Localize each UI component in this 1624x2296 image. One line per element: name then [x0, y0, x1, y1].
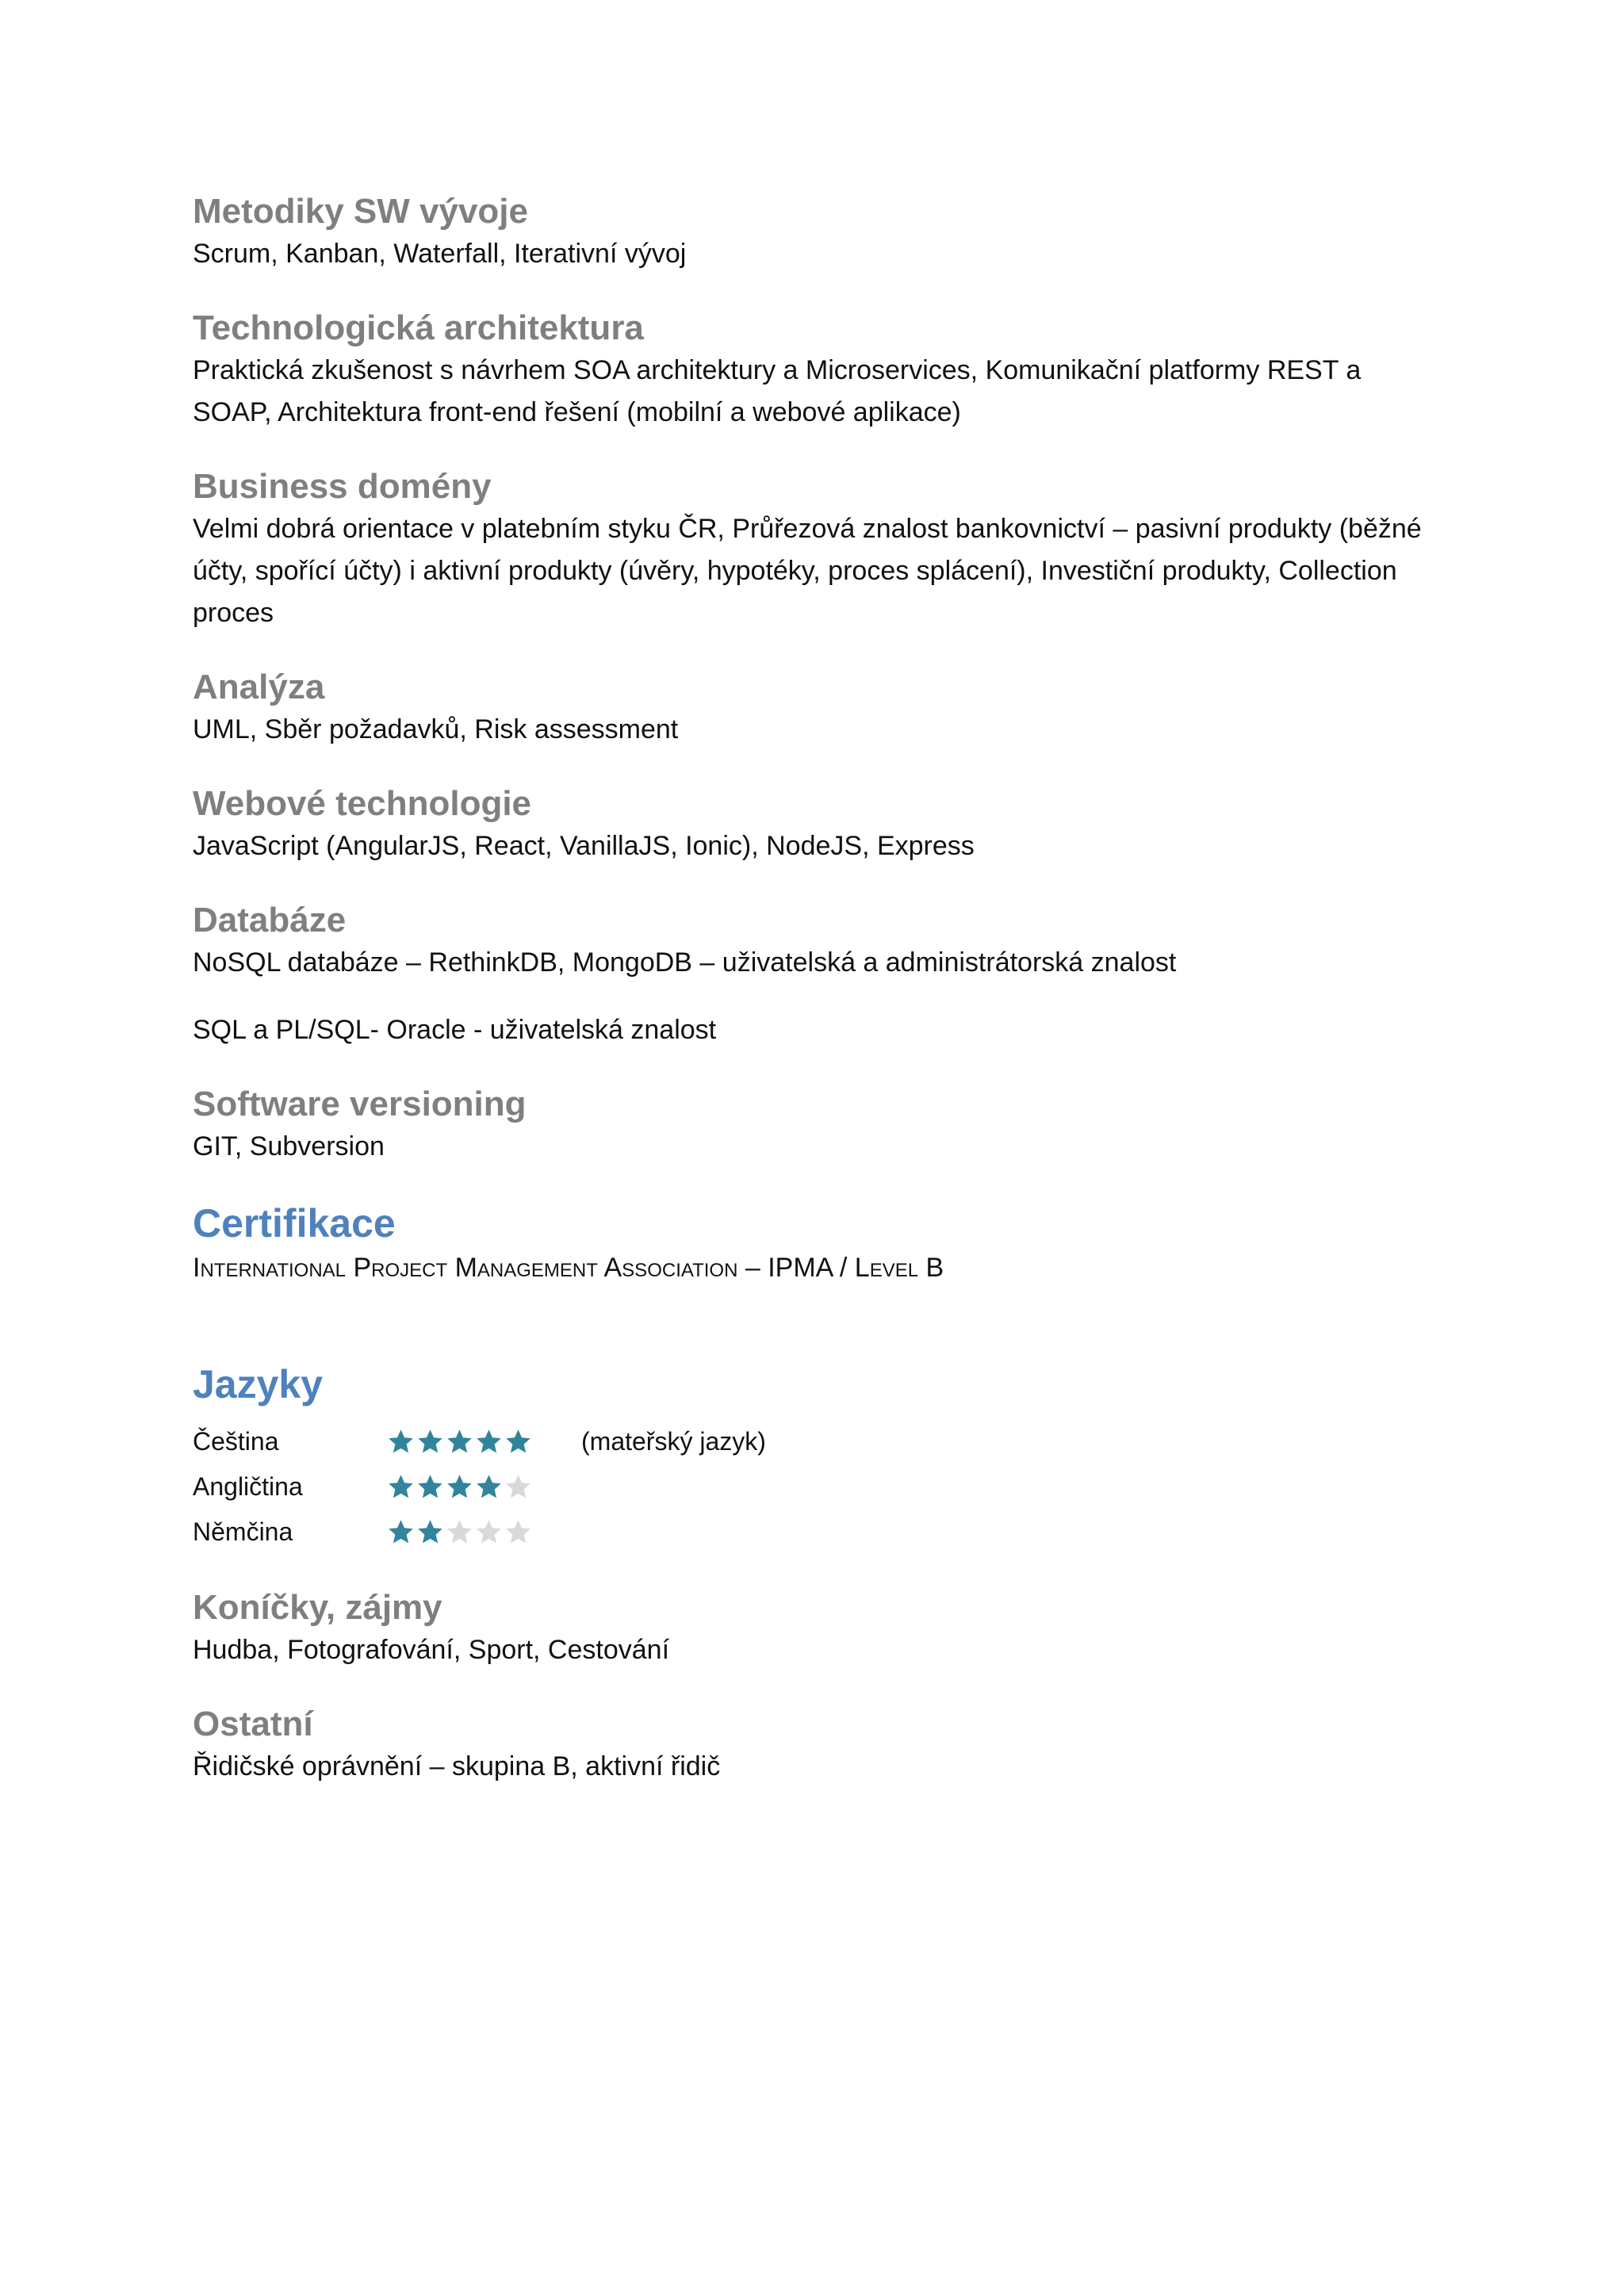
section-konicky — [193, 1586, 1430, 1671]
section-text: NoSQL databáze – RethinkDB, MongoDB – uživatelská a administrátorská znalost — [193, 947, 1177, 978]
section-title: Metodiky SW vývoje — [193, 192, 529, 231]
section-text: Hudba, Fotografování, Sport, Cestování — [193, 1635, 670, 1665]
language-row — [193, 1510, 1430, 1555]
section-title: Webové technologie — [193, 784, 532, 823]
section-title: Technologická architektura — [193, 308, 644, 347]
language-name: Němčina — [193, 1517, 293, 1546]
section-ostatni — [193, 1703, 1430, 1788]
star-filled-icon — [475, 1473, 503, 1501]
section-text: GIT, Subversion — [193, 1131, 385, 1161]
section-title: Databáze — [193, 901, 347, 939]
language-row — [193, 1419, 1430, 1464]
section-text: Velmi dobrá orientace v platebním styku ČR, Průřezová znalost bankovnictví – pasivní produkty (běžné účty, spořící účty) i aktivní produkty (úvěry, hypotéky, proces splácení), Investiční produkty, Collection proces — [193, 514, 1422, 628]
language-row — [193, 1464, 1430, 1510]
star-filled-icon — [387, 1428, 415, 1456]
star-empty-icon — [504, 1518, 532, 1546]
section-text: Praktická zkušenost s návrhem SOA architektury a Microservices, Komunikační platformy REST a SOAP, Architektura front-end řešení (mobilní a webové aplikace) — [193, 355, 1362, 427]
section-title: Analýza — [193, 668, 325, 706]
section-versioning — [193, 1083, 1430, 1168]
star-filled-icon — [416, 1518, 444, 1546]
language-name: Angličtina — [193, 1472, 303, 1501]
star-filled-icon — [416, 1428, 444, 1456]
rating-stars — [387, 1428, 581, 1456]
section-certifikace — [193, 1200, 1430, 1289]
language-note: (mateřský jazyk) — [581, 1427, 766, 1456]
section-title: Certifikace — [193, 1201, 396, 1246]
section-title: Ostatní — [193, 1705, 313, 1743]
rating-stars — [387, 1473, 581, 1501]
star-filled-icon — [446, 1473, 473, 1501]
cv-page — [193, 190, 1430, 1820]
section-metodiky — [193, 190, 1430, 275]
section-business — [193, 465, 1430, 634]
star-filled-icon — [504, 1428, 532, 1456]
language-table — [193, 1419, 1430, 1555]
section-title: Software versioning — [193, 1085, 527, 1123]
section-analyza — [193, 666, 1430, 751]
star-filled-icon — [416, 1473, 444, 1501]
section-web — [193, 783, 1430, 867]
section-text: UML, Sběr požadavků, Risk assessment — [193, 714, 679, 744]
section-architektura — [193, 307, 1430, 434]
star-filled-icon — [387, 1473, 415, 1501]
section-text: Scrum, Kanban, Waterfall, Iterativní vývoj — [193, 239, 687, 269]
star-filled-icon — [475, 1428, 503, 1456]
star-filled-icon — [387, 1518, 415, 1546]
section-title: Business domény — [193, 467, 492, 506]
star-filled-icon — [446, 1428, 473, 1456]
section-databaze — [193, 899, 1430, 1051]
star-empty-icon — [475, 1518, 503, 1546]
star-empty-icon — [446, 1518, 473, 1546]
section-jazyky — [193, 1360, 1430, 1555]
section-text: JavaScript (AngularJS, React, VanillaJS, Ionic), NodeJS, Express — [193, 831, 975, 861]
rating-stars — [387, 1518, 581, 1546]
certification-text: International Project Management Association – IPMA / Level B — [193, 1253, 944, 1283]
language-name: Čeština — [193, 1427, 279, 1456]
section-text: Řidičské oprávnění – skupina B, aktivní řidič — [193, 1751, 721, 1781]
section-title: Koníčky, zájmy — [193, 1588, 442, 1627]
star-empty-icon — [504, 1473, 532, 1501]
section-title: Jazyky — [193, 1362, 324, 1406]
section-text: SQL a PL/SQL- Oracle - uživatelská znalost — [193, 1015, 717, 1045]
